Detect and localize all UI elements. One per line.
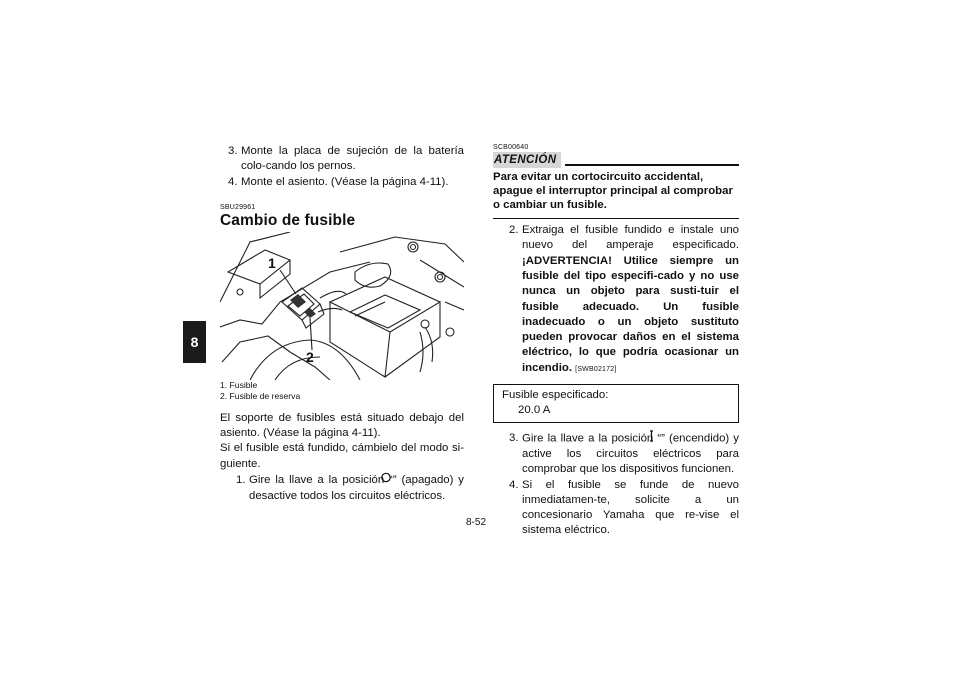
spec-value: 20.0 A [518, 404, 551, 417]
fuse-location-paragraph: El soporte de fusibles está situado debajo del asiento. (Véase la página 4-11). [220, 411, 464, 440]
step-4-seat: 4. Monte el asiento. (Véase la página 4-11). [228, 175, 449, 188]
step-3-key-on: 3. Gire la llave a la posición “” (encendido) y active los circuitos eléctricos para comprobar que los dispositivos funcionen. [509, 432, 739, 476]
chapter-tab: 8 [183, 321, 206, 363]
callout-2: 2 [306, 348, 314, 365]
step-3-battery: 3. Monte la placa de sujeción de la batería colo-cando los pernos. [228, 145, 464, 173]
attention-header [493, 152, 739, 168]
fuse-illustration [220, 232, 464, 380]
page-number: 8-52 [466, 517, 487, 528]
caption-fuse: 1. Fusible [220, 379, 258, 390]
section-title: Cambio de fusible [220, 211, 356, 229]
attention-label: ATENCIÓN [493, 152, 561, 168]
spec-box [493, 384, 739, 423]
step-2-list [501, 223, 739, 377]
steps-top-list [220, 144, 464, 190]
callout-1: 1 [268, 254, 276, 271]
attention-text: Para evitar un cortocircuito accidental, apague el interruptor principal al comprobar o cambiar un fusible. [493, 171, 733, 212]
warning-text: ¡ADVERTENCIA! Utilice siempre un fusible del tipo especifi-cado y no use nunca un objeto para susti-tuir el fusible adecuado. Un fusible inadecuado o un objeto sustituto pueden provocar daños en el sistema eléctrico, lo que podría ocasionar un incendio. [522, 254, 739, 374]
section-code: SBU29961 [220, 203, 256, 211]
step-1-list [228, 472, 464, 504]
step-1-key-off: 1. Gire la llave a la posición “” (apagado) y desactive todos los circuitos eléctricos. [236, 474, 464, 502]
steps-bottom-list [501, 430, 739, 539]
attention-bottom-rule [493, 218, 739, 220]
fuse-box-drawing [220, 232, 464, 380]
right-column [493, 144, 739, 539]
spec-label: Fusible especificado: [502, 389, 609, 402]
warning-code: [SWB02172] [575, 365, 617, 373]
replace-intro-paragraph: Si el fusible está fundido, cámbielo del modo si-guiente. [220, 442, 464, 470]
left-column [220, 144, 464, 504]
attention-rule [565, 164, 739, 166]
step-4-dealer: 4. Si el fusible se funde de nuevo inmediatamen-te, solicite a un concesionario Yamaha que re-vise el sistema eléctrico. [509, 478, 739, 537]
caption-spare-fuse: 2. Fusible de reserva [220, 391, 301, 402]
attention-code: SCB00640 [493, 144, 529, 151]
step-2-replace-fuse: 2. Extraiga el fusible fundido e instale uno nuevo del amperaje especificado. ¡ADVERTENCIA! Utilice siempre un fusible del tipo especifi-cado y no use nunca un objeto para susti-tuir el fusible adecuado. Un fusible inadecuado o un objeto sustituto pueden provocar daños en el sistema eléctrico, lo que podría ocasionar un incendio. [SWB02172] [509, 224, 739, 374]
